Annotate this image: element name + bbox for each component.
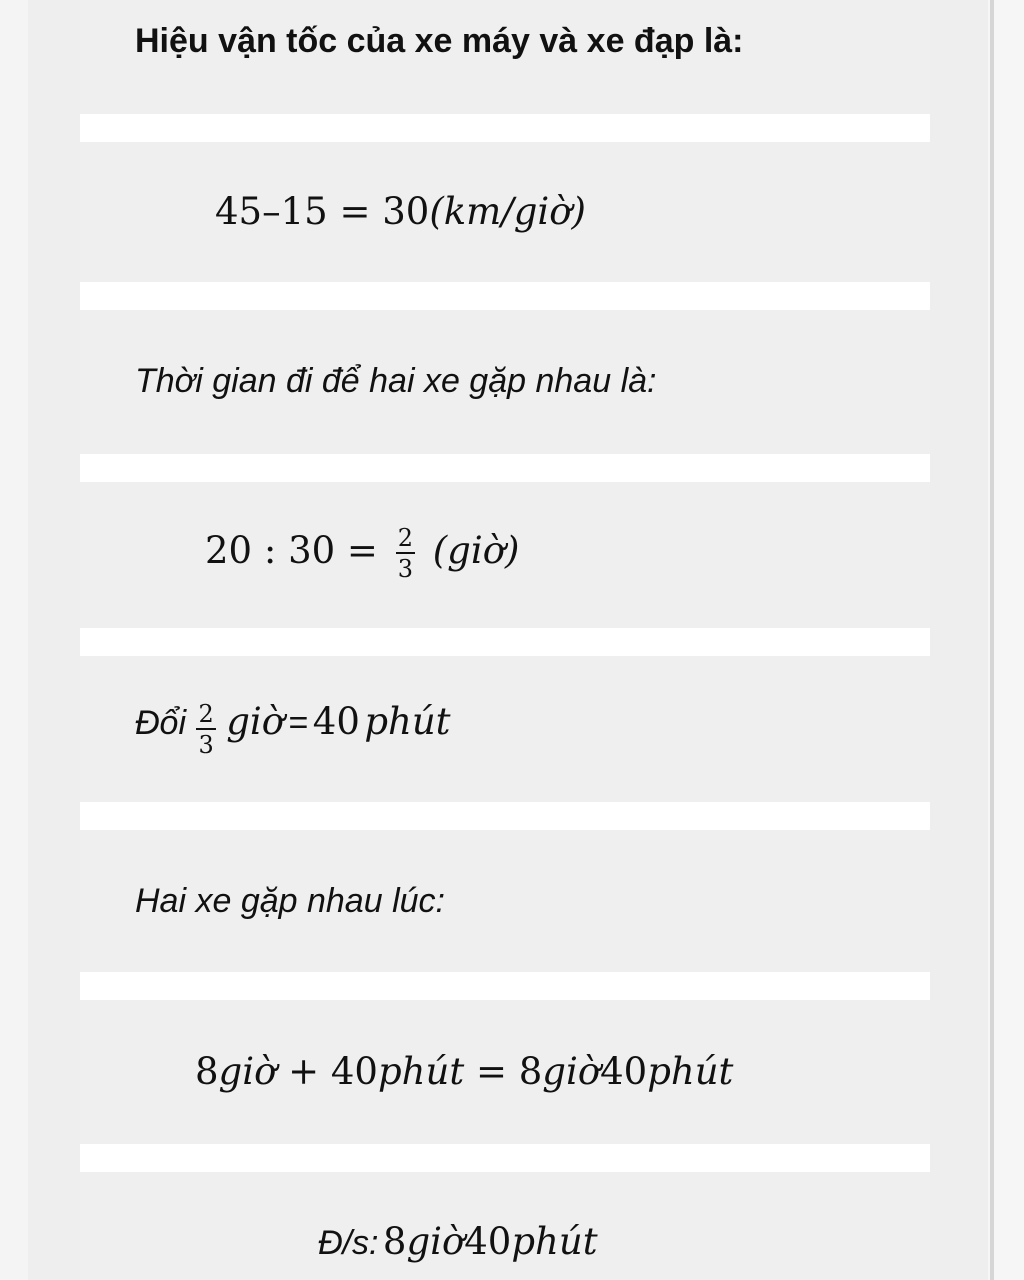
step3-label-block (80, 830, 930, 972)
page-margin-left (0, 0, 28, 1280)
step2-expression (205, 526, 519, 581)
answer-line (318, 1220, 598, 1263)
fraction-denominator: 3 (397, 555, 413, 583)
expr-value: 30 (382, 190, 430, 233)
convert-unit2: phút (364, 700, 451, 743)
result-hours-unit: giờ (542, 1050, 601, 1093)
equals-sign: = (339, 190, 371, 233)
step2-label: Thời gian đi để hai xe gặp nhau là: (135, 362, 657, 400)
expr-a: 8 (195, 1050, 219, 1093)
convert-prefix: Đổi (135, 704, 187, 742)
fraction-numerator: 2 (397, 524, 413, 552)
convert-block (80, 656, 930, 802)
expr-b: 40 (330, 1050, 378, 1093)
step1-expression (215, 190, 586, 233)
expr-unit: (km/giờ) (429, 190, 586, 233)
answer-minutes: 40 (464, 1220, 512, 1263)
expr-a-unit: giờ (218, 1050, 277, 1093)
expr-lhs: 20 : 30 (205, 529, 336, 572)
step2-expression-block (80, 482, 930, 628)
solution-column (80, 0, 930, 1280)
convert-value: 40 (312, 700, 360, 743)
fraction (196, 700, 215, 760)
result-hours: 8 (518, 1050, 543, 1093)
expr-lhs: 45–15 (215, 190, 328, 233)
convert-unit: giờ (226, 700, 285, 743)
equals-sign: = (475, 1050, 507, 1093)
step3-label: Hai xe gặp nhau lúc: (135, 882, 445, 920)
step1-label: Hiệu vận tốc của xe máy và xe đạp là: (135, 22, 744, 60)
step3-expression-block (80, 1000, 930, 1144)
answer-minutes-unit: phút (511, 1220, 598, 1263)
convert-line (135, 700, 451, 760)
step1-label-block (80, 0, 930, 114)
expr-unit: (giờ) (432, 529, 520, 572)
equals-sign: = (288, 704, 309, 742)
answer-hours-unit: giờ (406, 1220, 465, 1263)
step1-expression-block (80, 142, 930, 282)
step2-label-block (80, 310, 930, 454)
fraction (396, 526, 415, 581)
result-minutes: 40 (600, 1050, 648, 1093)
answer-prefix: Đ/s: (318, 1224, 379, 1262)
answer-hours: 8 (382, 1220, 407, 1263)
step3-expression (195, 1050, 733, 1093)
result-minutes-unit: phút (647, 1050, 734, 1093)
expr-b-unit: phút (377, 1050, 465, 1093)
equals-sign: = (346, 529, 378, 572)
answer-block (80, 1172, 930, 1280)
plus-sign: + (288, 1050, 320, 1093)
fraction-denominator: 3 (198, 731, 214, 760)
fraction-numerator: 2 (198, 700, 214, 729)
page-edge-divider (990, 0, 994, 1280)
